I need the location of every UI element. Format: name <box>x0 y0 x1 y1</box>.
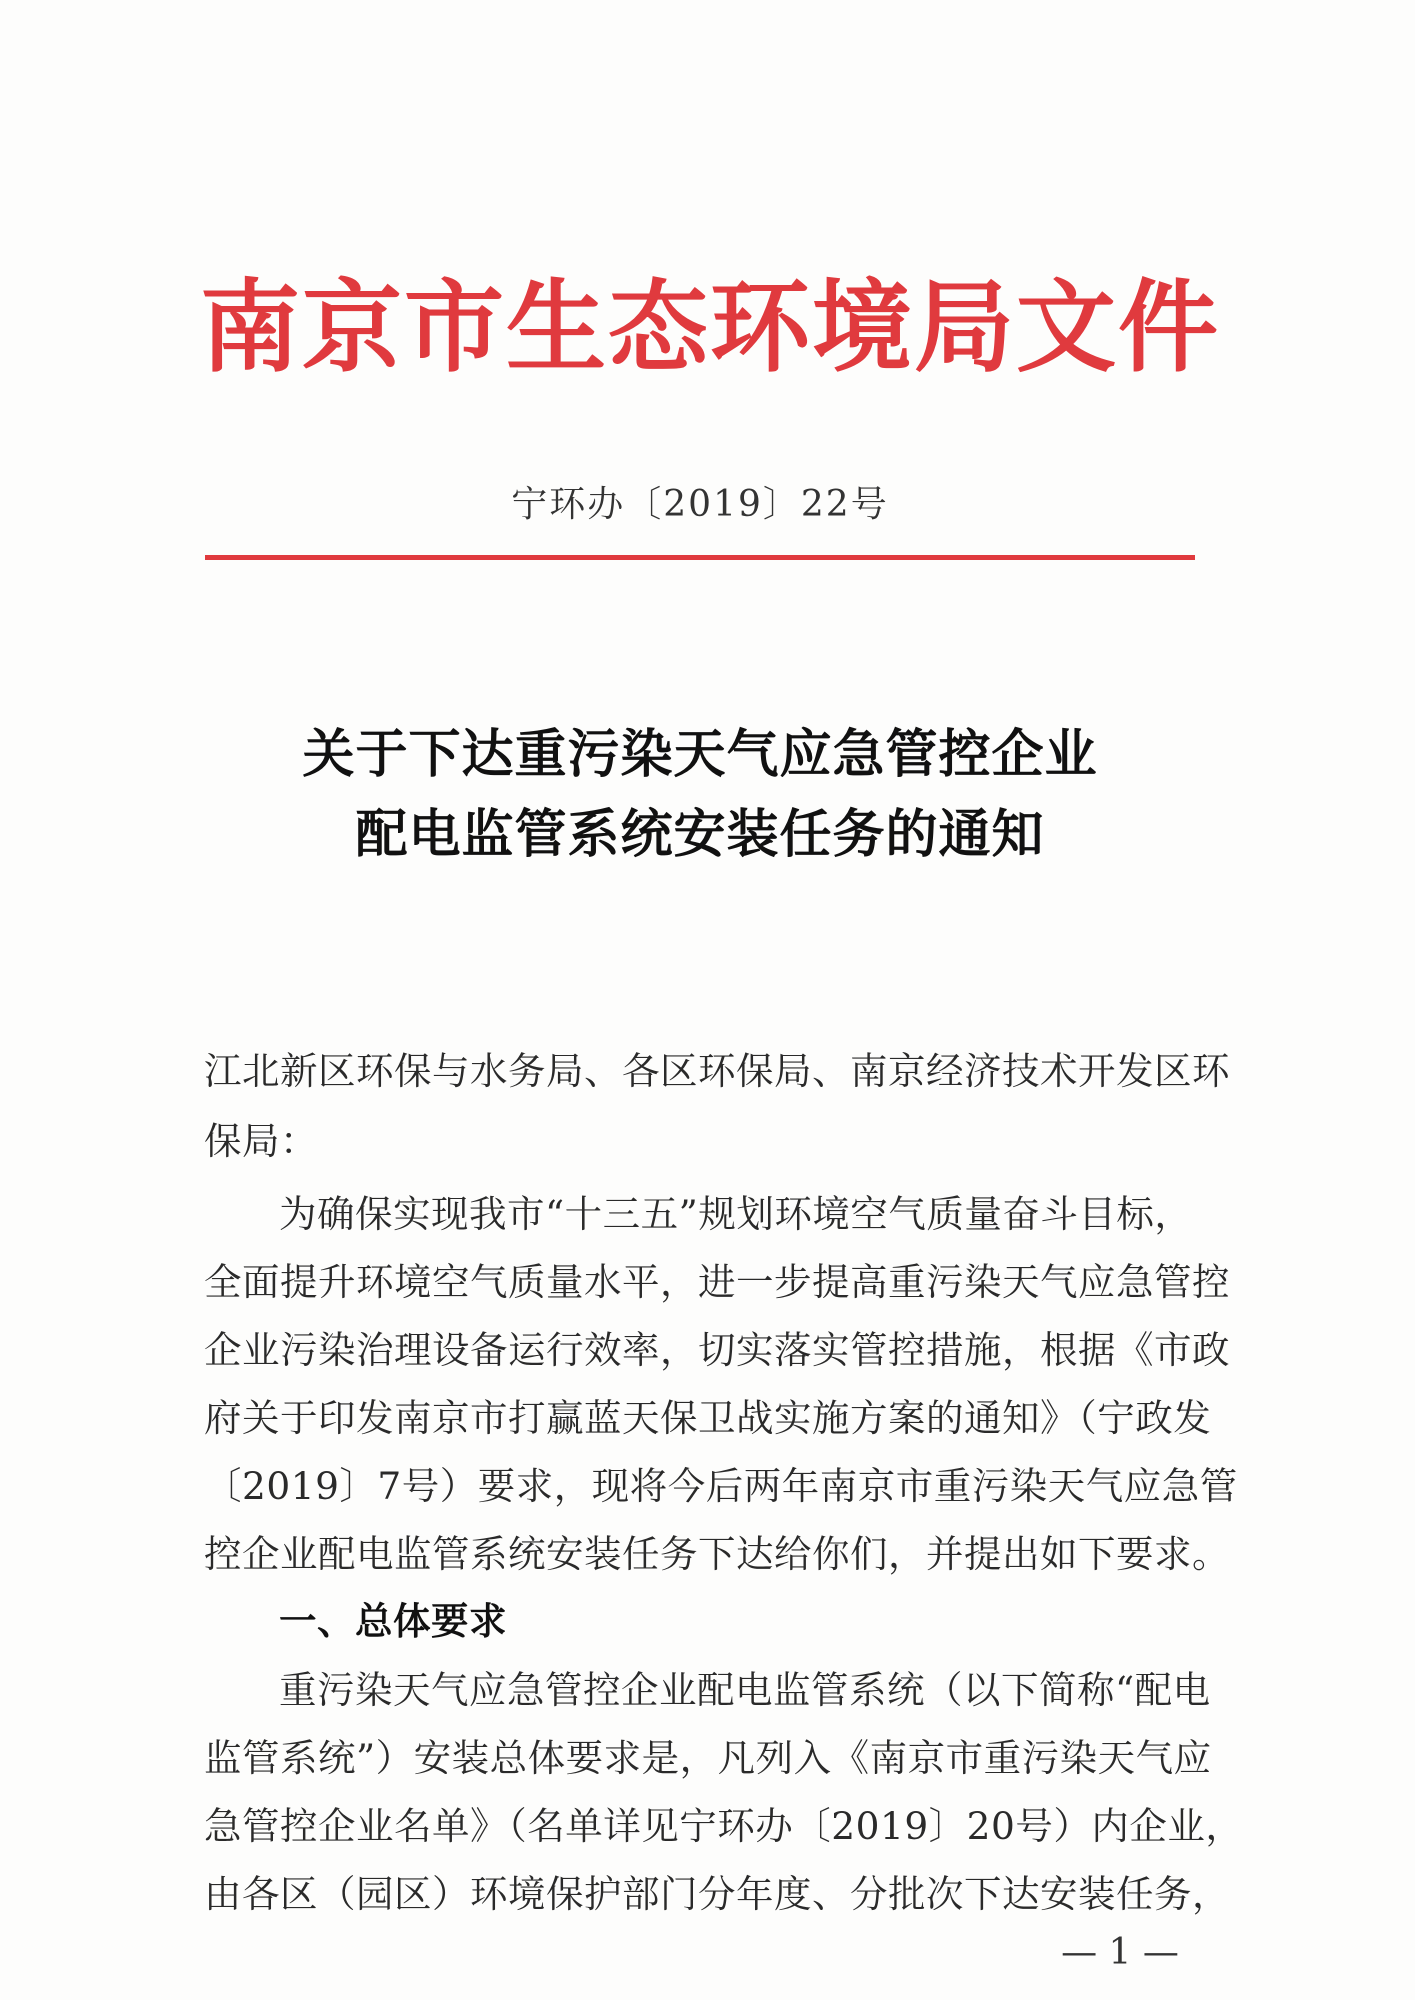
body-line-paragraph-1: 府关于印发南京市打赢蓝天保卫战实施方案的通知》（宁政发 <box>204 1396 1212 1440</box>
document-number: 宁环办〔2019〕22号 <box>511 484 889 525</box>
red-separator-line <box>205 555 1195 560</box>
body-line-paragraph-2: 重污染天气应急管控企业配电监管系统（以下简称“配电 <box>279 1668 1211 1712</box>
section-heading: 一、总体要求 <box>279 1599 507 1643</box>
body-line-paragraph-1: 〔2019〕7号）要求，现将今后两年南京市重污染天气应急管 <box>204 1464 1238 1508</box>
body-line-paragraph-2: 由各区（园区）环境保护部门分年度、分批次下达安装任务， <box>204 1872 1230 1916</box>
notice-title-line-2: 配电监管系统安装任务的通知 <box>355 804 1045 865</box>
body-line-paragraph-1: 企业污染治理设备运行效率，切实落实管控措施，根据《市政 <box>204 1328 1230 1372</box>
body-line-addressee-1: 江北新区环保与水务局、各区环保局、南京经济技术开发区环 <box>204 1049 1230 1093</box>
body-line-paragraph-2: 监管系统”）安装总体要求是，凡列入《南京市重污染天气应 <box>204 1736 1212 1780</box>
body-line-paragraph-2: 急管控企业名单》（名单详见宁环办〔2019〕20号）内企业， <box>204 1804 1244 1848</box>
body-line-paragraph-1: 为确保实现我市“十三五”规划环境空气质量奋斗目标， <box>279 1192 1193 1236</box>
body-line-addressee-2: 保局： <box>204 1119 318 1163</box>
body-line-paragraph-1: 全面提升环境空气质量水平，进一步提高重污染天气应急管控 <box>204 1260 1230 1304</box>
page-number: — 1 — <box>1061 1932 1179 1973</box>
notice-title-line-1: 关于下达重污染天气应急管控企业 <box>302 724 1098 785</box>
body-line-paragraph-1: 控企业配电监管系统安装任务下达给你们，并提出如下要求。 <box>204 1532 1230 1576</box>
masthead-title: 南京市生态环境局文件 <box>200 268 1220 386</box>
